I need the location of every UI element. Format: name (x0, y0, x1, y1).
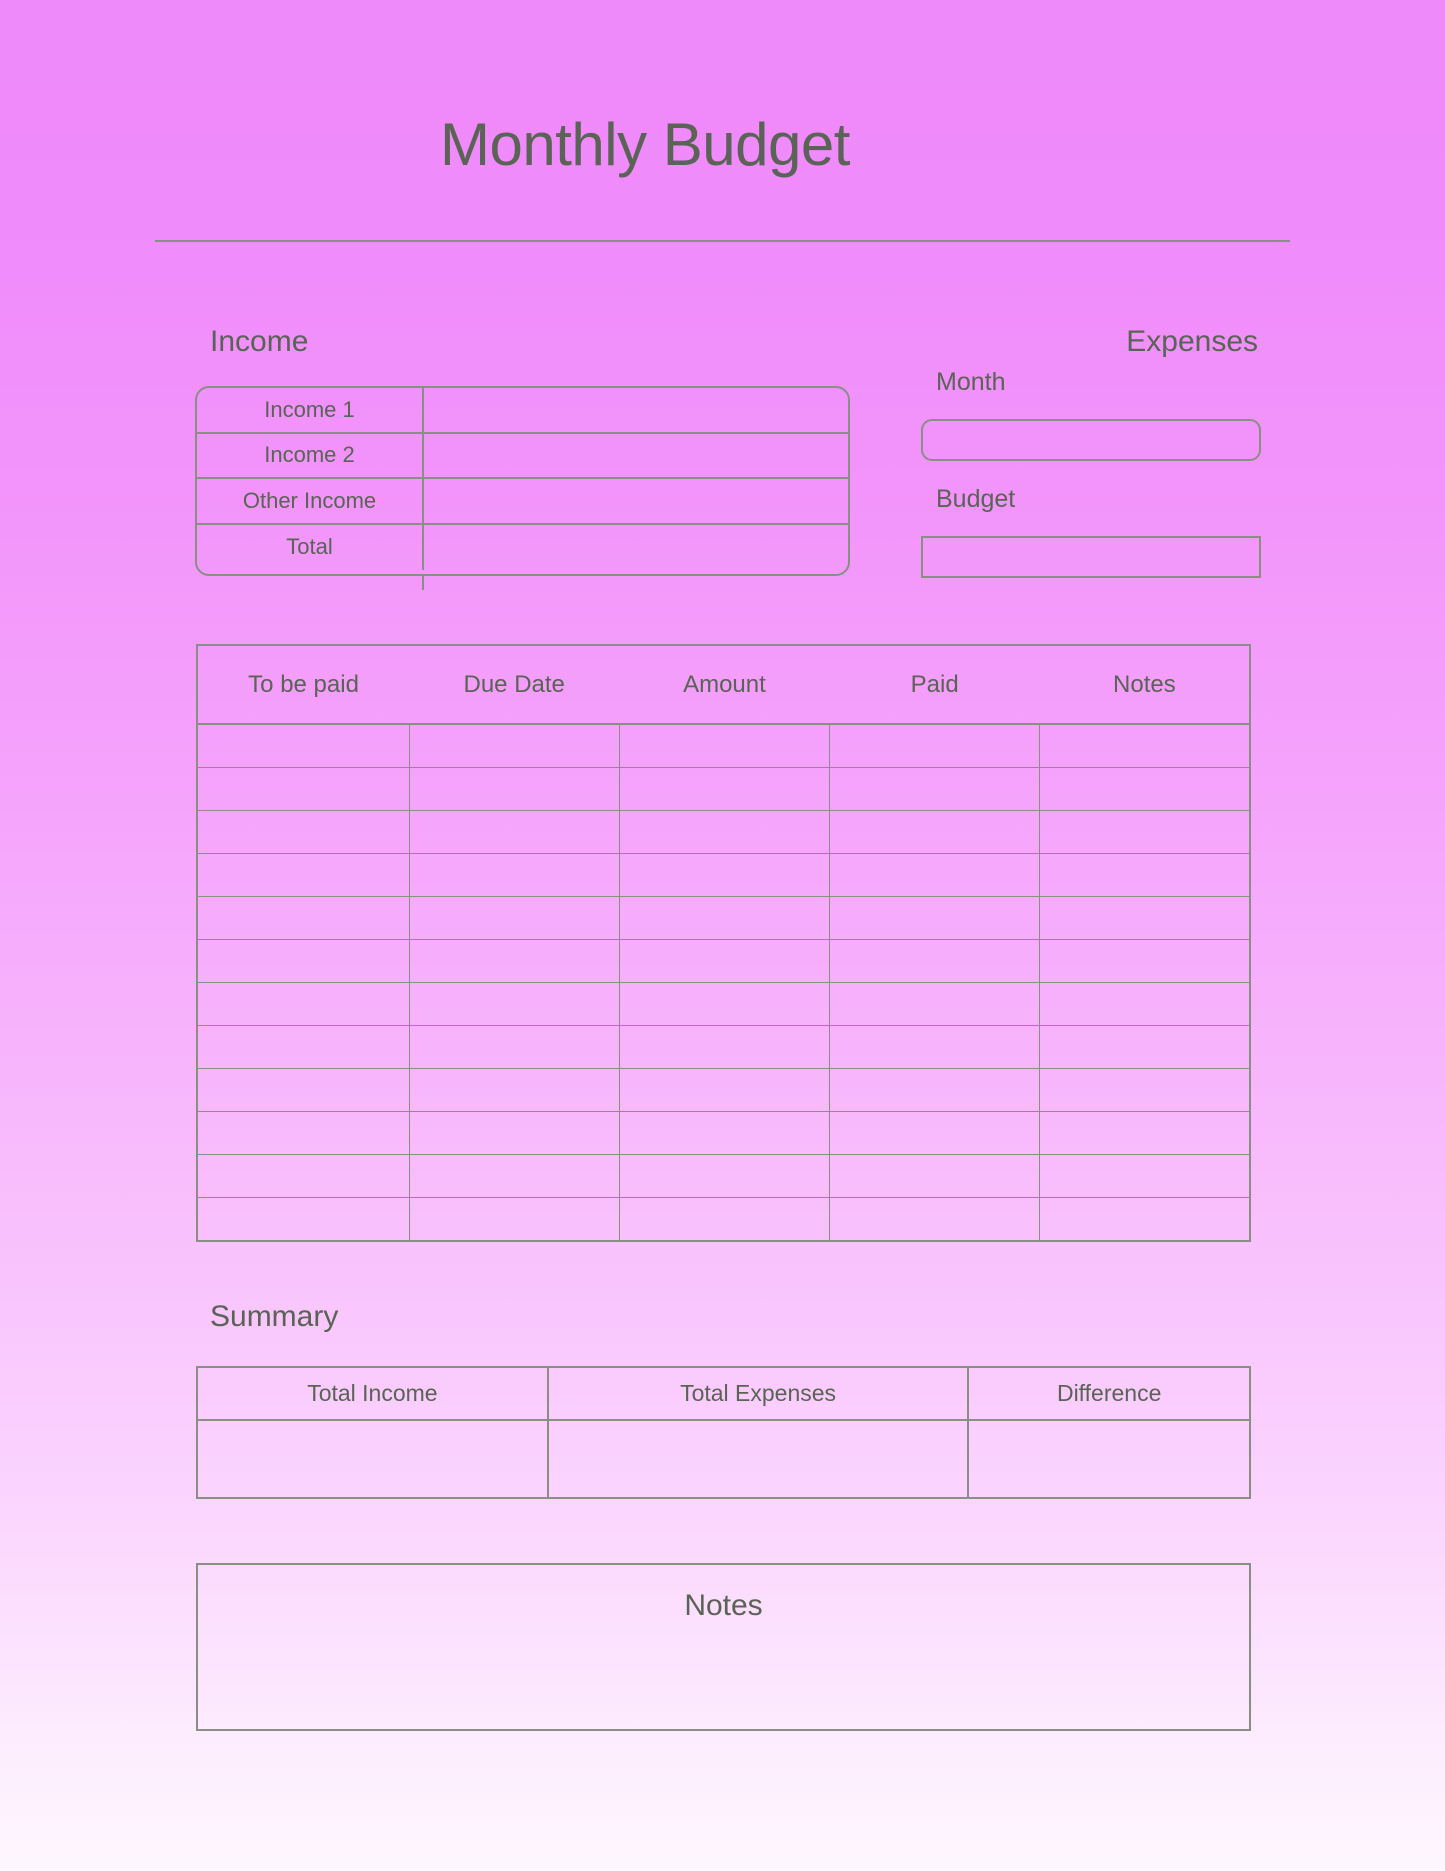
income-row-value[interactable] (424, 525, 848, 571)
month-field-label: Month (936, 368, 1006, 396)
expense-cell[interactable] (1040, 896, 1249, 939)
expense-table (196, 644, 1251, 1242)
expense-cell[interactable] (1040, 810, 1249, 853)
expense-cell[interactable] (198, 1068, 409, 1111)
summary-column-header-total-income: Total Income (198, 1368, 548, 1420)
expense-cell[interactable] (198, 896, 409, 939)
expense-cell[interactable] (198, 810, 409, 853)
expense-cell[interactable] (619, 810, 829, 853)
expense-cell[interactable] (409, 1154, 619, 1197)
summary-column-header-total-expenses: Total Expenses (548, 1368, 969, 1420)
expense-column-header-notes: Notes (1113, 670, 1176, 698)
expense-cell[interactable] (409, 939, 619, 982)
expense-cell[interactable] (830, 1197, 1040, 1240)
income-row-label: Other Income (197, 479, 424, 523)
page-title: Monthly Budget (440, 111, 850, 178)
expense-cell[interactable] (1040, 982, 1249, 1025)
income-row (197, 525, 848, 571)
income-row-value[interactable] (424, 388, 848, 432)
expense-cell[interactable] (1040, 1111, 1249, 1154)
expense-cell[interactable] (619, 1068, 829, 1111)
expense-column-header-to-be-paid: To be paid (248, 670, 359, 698)
expense-cell[interactable] (619, 1154, 829, 1197)
expense-cell[interactable] (1040, 1197, 1249, 1240)
table-row (198, 1154, 1249, 1197)
table-row (198, 1068, 1249, 1111)
expenses-section-heading: Expenses (1126, 325, 1258, 358)
expense-column-header-amount: Amount (683, 670, 766, 698)
expense-cell[interactable] (409, 1111, 619, 1154)
expense-cell[interactable] (198, 853, 409, 896)
expense-column-header-due-date: Due Date (463, 670, 565, 698)
expense-cell[interactable] (198, 767, 409, 810)
expense-cell[interactable] (409, 1068, 619, 1111)
expense-cell[interactable] (619, 896, 829, 939)
income-row-value[interactable] (424, 434, 848, 478)
expense-cell[interactable] (619, 1197, 829, 1240)
notes-box (196, 1563, 1251, 1731)
expense-cell[interactable] (830, 724, 1040, 767)
table-row (198, 939, 1249, 982)
income-table (195, 386, 850, 576)
expense-cell[interactable] (1040, 1154, 1249, 1197)
expense-cell[interactable] (619, 1111, 829, 1154)
expense-cell[interactable] (1040, 1025, 1249, 1068)
budget-input[interactable] (921, 536, 1261, 578)
expense-cell[interactable] (830, 982, 1040, 1025)
income-row-label: Income 1 (197, 388, 424, 432)
expense-cell[interactable] (619, 982, 829, 1025)
summary-value-row (198, 1420, 1249, 1497)
table-row (198, 982, 1249, 1025)
expense-cell[interactable] (198, 1154, 409, 1197)
summary-table (196, 1366, 1251, 1499)
expense-cell[interactable] (1040, 724, 1249, 767)
table-row (198, 896, 1249, 939)
table-row (198, 1025, 1249, 1068)
expense-cell[interactable] (198, 982, 409, 1025)
income-row (197, 479, 848, 525)
expense-cell[interactable] (619, 853, 829, 896)
expense-cell[interactable] (619, 1025, 829, 1068)
month-input[interactable] (921, 419, 1261, 461)
expense-cell[interactable] (198, 1111, 409, 1154)
table-row (198, 724, 1249, 767)
title-divider (155, 240, 1290, 242)
expense-cell[interactable] (409, 724, 619, 767)
expense-cell[interactable] (409, 1197, 619, 1240)
income-row (197, 388, 848, 434)
expense-cell[interactable] (830, 853, 1040, 896)
expense-cell[interactable] (830, 1025, 1040, 1068)
table-row (198, 853, 1249, 896)
expense-cell[interactable] (1040, 1068, 1249, 1111)
expense-cell[interactable] (198, 1197, 409, 1240)
income-row-label: Total (197, 525, 424, 571)
expense-cell[interactable] (198, 1025, 409, 1068)
expense-cell[interactable] (619, 767, 829, 810)
summary-cell-difference[interactable] (968, 1420, 1249, 1497)
expense-cell[interactable] (830, 810, 1040, 853)
notes-heading: Notes (684, 1589, 763, 1622)
expense-cell[interactable] (409, 853, 619, 896)
expense-cell[interactable] (409, 982, 619, 1025)
income-row (197, 434, 848, 480)
expense-cell[interactable] (619, 724, 829, 767)
expense-cell[interactable] (198, 724, 409, 767)
income-table-divider-stub (422, 574, 424, 590)
expense-cell[interactable] (1040, 767, 1249, 810)
expense-cell[interactable] (830, 1154, 1040, 1197)
summary-column-header-difference: Difference (968, 1368, 1249, 1420)
expense-cell[interactable] (830, 1111, 1040, 1154)
income-row-label: Income 2 (197, 434, 424, 478)
table-row (198, 1197, 1249, 1240)
summary-cell-total-income[interactable] (198, 1420, 548, 1497)
notes-input[interactable] (198, 1623, 1249, 1723)
budget-field-label: Budget (936, 485, 1016, 513)
expense-cell[interactable] (409, 767, 619, 810)
expense-cell[interactable] (619, 939, 829, 982)
table-row (198, 1111, 1249, 1154)
expense-cell[interactable] (830, 939, 1040, 982)
expense-cell[interactable] (830, 767, 1040, 810)
expense-cell[interactable] (830, 896, 1040, 939)
expense-cell[interactable] (1040, 853, 1249, 896)
summary-section-heading: Summary (210, 1300, 339, 1333)
expense-table-header-row (198, 646, 1249, 724)
expense-cell[interactable] (409, 896, 619, 939)
summary-cell-total-expenses[interactable] (548, 1420, 969, 1497)
expense-cell[interactable] (409, 810, 619, 853)
table-row (198, 810, 1249, 853)
expense-cell[interactable] (830, 1068, 1040, 1111)
income-row-value[interactable] (424, 479, 848, 523)
expense-cell[interactable] (409, 1025, 619, 1068)
summary-header-row (198, 1368, 1249, 1420)
expense-cell[interactable] (198, 939, 409, 982)
table-row (198, 767, 1249, 810)
income-section-heading: Income (210, 325, 309, 358)
expense-cell[interactable] (1040, 939, 1249, 982)
expense-column-header-paid: Paid (910, 670, 959, 698)
